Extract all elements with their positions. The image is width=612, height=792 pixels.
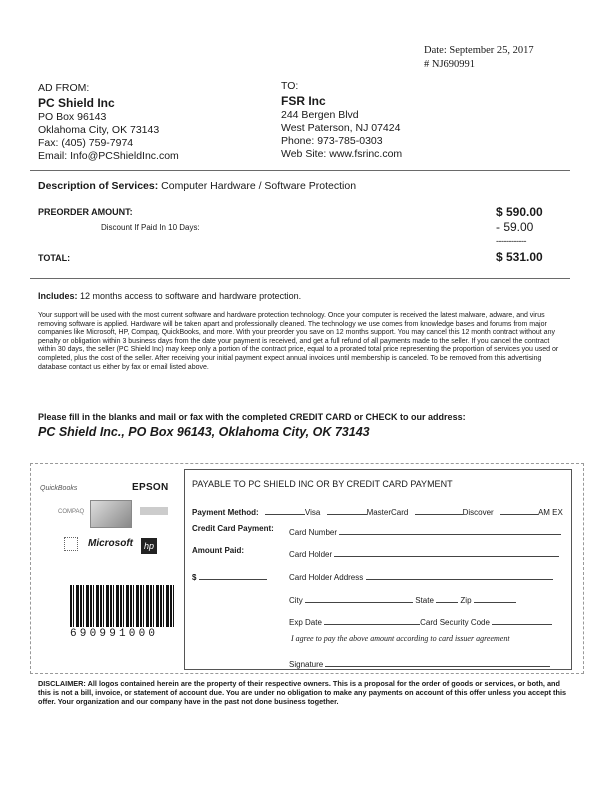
signature-label: Signature <box>289 660 324 669</box>
visa-label: Visa <box>304 508 321 517</box>
to-line: West Paterson, NJ 07424 <box>281 122 401 134</box>
card-number-input[interactable] <box>339 524 561 535</box>
total-amount: $ 531.00 <box>496 250 543 264</box>
card-holder-label: Card Holder <box>289 550 333 559</box>
signature-row <box>289 656 550 669</box>
to-label: TO: <box>281 80 299 92</box>
from-line: Fax: (405) 759-7974 <box>38 137 134 149</box>
amount-paid-row <box>192 546 244 555</box>
from-line: PO Box 96143 <box>38 111 107 123</box>
from-line: Email: Info@PCShieldInc.com <box>38 150 179 162</box>
dollar-row <box>192 569 267 582</box>
services-value: Computer Hardware / Software Protection <box>161 180 357 192</box>
exp-date-label: Exp Date <box>289 618 322 627</box>
includes-label: Includes: <box>38 291 78 301</box>
hp-logo <box>141 538 157 554</box>
mastercard-label: MasterCard <box>366 508 409 517</box>
cc-payment-label: Credit Card Payment: <box>192 524 274 533</box>
discover-checkbox-line[interactable] <box>415 504 463 515</box>
mail-address: PC Shield Inc., PO Box 96143, Oklahoma City, OK 73143 <box>38 425 370 439</box>
from-label: AD FROM: <box>38 82 90 94</box>
card-holder-address-input[interactable] <box>366 569 553 580</box>
city-input[interactable] <box>305 592 413 603</box>
visa-checkbox-line[interactable] <box>265 504 305 515</box>
exp-security-row <box>289 614 552 627</box>
signature-input[interactable] <box>325 656 550 667</box>
windows-icon <box>64 537 78 551</box>
city-state-zip-row <box>289 592 516 605</box>
to-line: Phone: 973-785-0303 <box>281 135 383 147</box>
card-number-label: Card Number <box>289 528 338 537</box>
divider <box>30 170 570 171</box>
address-row <box>289 569 553 582</box>
hp-logo-text: hp <box>143 541 154 551</box>
to-line: Web Site: www.fsrinc.com <box>281 148 403 160</box>
from-line: Oklahoma City, OK 73143 <box>38 124 160 136</box>
preorder-label: PREORDER AMOUNT: <box>38 207 133 217</box>
includes-line <box>38 291 301 301</box>
amount-paid-label: Amount Paid: <box>192 546 244 555</box>
amex-label: AM EX <box>537 508 563 517</box>
total-separator: ------------ <box>496 236 526 246</box>
card-holder-input[interactable] <box>334 546 559 557</box>
preorder-amount: $ 590.00 <box>496 205 543 219</box>
amount-paid-input[interactable] <box>199 569 267 580</box>
microsoft-logo: Microsoft <box>88 538 133 549</box>
agreement-text: I agree to pay the above amount according to card issuer agreement <box>291 634 510 643</box>
city-label: City <box>289 596 303 605</box>
terms-paragraph: Your support will be used with the most current software and hardware protection technology. Once your computer is received the latest malware, adware, and virus removing software is applied. Hardware will be taken apart and professionally cleaned. The technology we use comes from knowledge bases and forums from major companies like Microsoft, HP, Compaq, QuickBooks, and more. With your preorder you save on 12 months support. You may cancel this 12 month contract without any penalty or obligation within 3 business days from the date your payment is received, and get a full refund of all payments made to the seller. If you cancel the contract within 30 days, the seller (PC Shield Inc) may keep only a portion of the contract price, equal to a prorated total price representing the proportion of services you used or completed, plus the cost of the seller. After receiving your initial payment expect annual invoices until membership is canceled. To be removed from this advertising database contact us either by fax or email listed above. <box>38 312 559 371</box>
cc-payment-row <box>192 524 274 533</box>
security-code-input[interactable] <box>492 614 552 625</box>
to-name: FSR Inc <box>281 94 326 108</box>
epson-logo: EPSON <box>132 482 169 493</box>
discover-label: Discover <box>462 508 494 517</box>
discount-label: Discount If Paid In 10 Days: <box>101 223 200 232</box>
barcode <box>70 585 175 627</box>
document-date: Date: September 25, 2017 <box>424 45 534 56</box>
state-input[interactable] <box>436 592 458 603</box>
from-block <box>38 82 179 163</box>
brand-logo-small <box>140 507 168 515</box>
disclaimer: DISCLAIMER: All logos contained herein are the property of their respective owners. This is a proposal for the order of goods or services, or both, and this is not a bill, invoice, or statement of account due. You are under no obligation to make any payments on account of this offer unless you accept this offer. Your organization and our company have in the past not done business together. <box>38 679 567 706</box>
payment-method-row <box>192 504 563 517</box>
to-block <box>281 80 402 161</box>
exp-date-input[interactable] <box>324 614 420 625</box>
payment-header: PAYABLE TO PC SHIELD INC OR BY CREDIT CARD PAYMENT <box>192 479 453 489</box>
mastercard-checkbox-line[interactable] <box>327 504 367 515</box>
discount-amount: - 59.00 <box>496 220 534 234</box>
card-holder-row <box>289 546 559 559</box>
payment-method-label: Payment Method: <box>192 508 259 517</box>
services-label: Description of Services: <box>38 180 159 192</box>
quickbooks-logo: QuickBooks <box>40 485 78 492</box>
services-description <box>38 180 356 192</box>
state-label: State <box>415 596 434 605</box>
security-code-label: Card Security Code <box>420 618 490 627</box>
reference-number: # NJ690991 <box>424 59 476 70</box>
compaq-logo: COMPAQ <box>58 509 85 515</box>
zip-label: Zip <box>460 596 472 605</box>
software-box-image <box>90 500 132 528</box>
dollar-sign: $ <box>192 573 197 582</box>
mail-instruction: Please fill in the blanks and mail or fax with the completed CREDIT CARD or CHECK to our address: <box>38 412 466 422</box>
amex-checkbox-line[interactable] <box>500 504 538 515</box>
includes-value: 12 months access to software and hardware protection. <box>80 291 302 301</box>
from-name: PC Shield Inc <box>38 96 115 110</box>
total-label: TOTAL: <box>38 253 71 263</box>
to-line: 244 Bergen Blvd <box>281 109 359 121</box>
barcode-number: 690991000 <box>70 628 159 640</box>
card-holder-address-label: Card Holder Address <box>289 573 364 582</box>
divider <box>30 278 570 279</box>
card-number-row <box>289 524 561 537</box>
zip-input[interactable] <box>474 592 516 603</box>
